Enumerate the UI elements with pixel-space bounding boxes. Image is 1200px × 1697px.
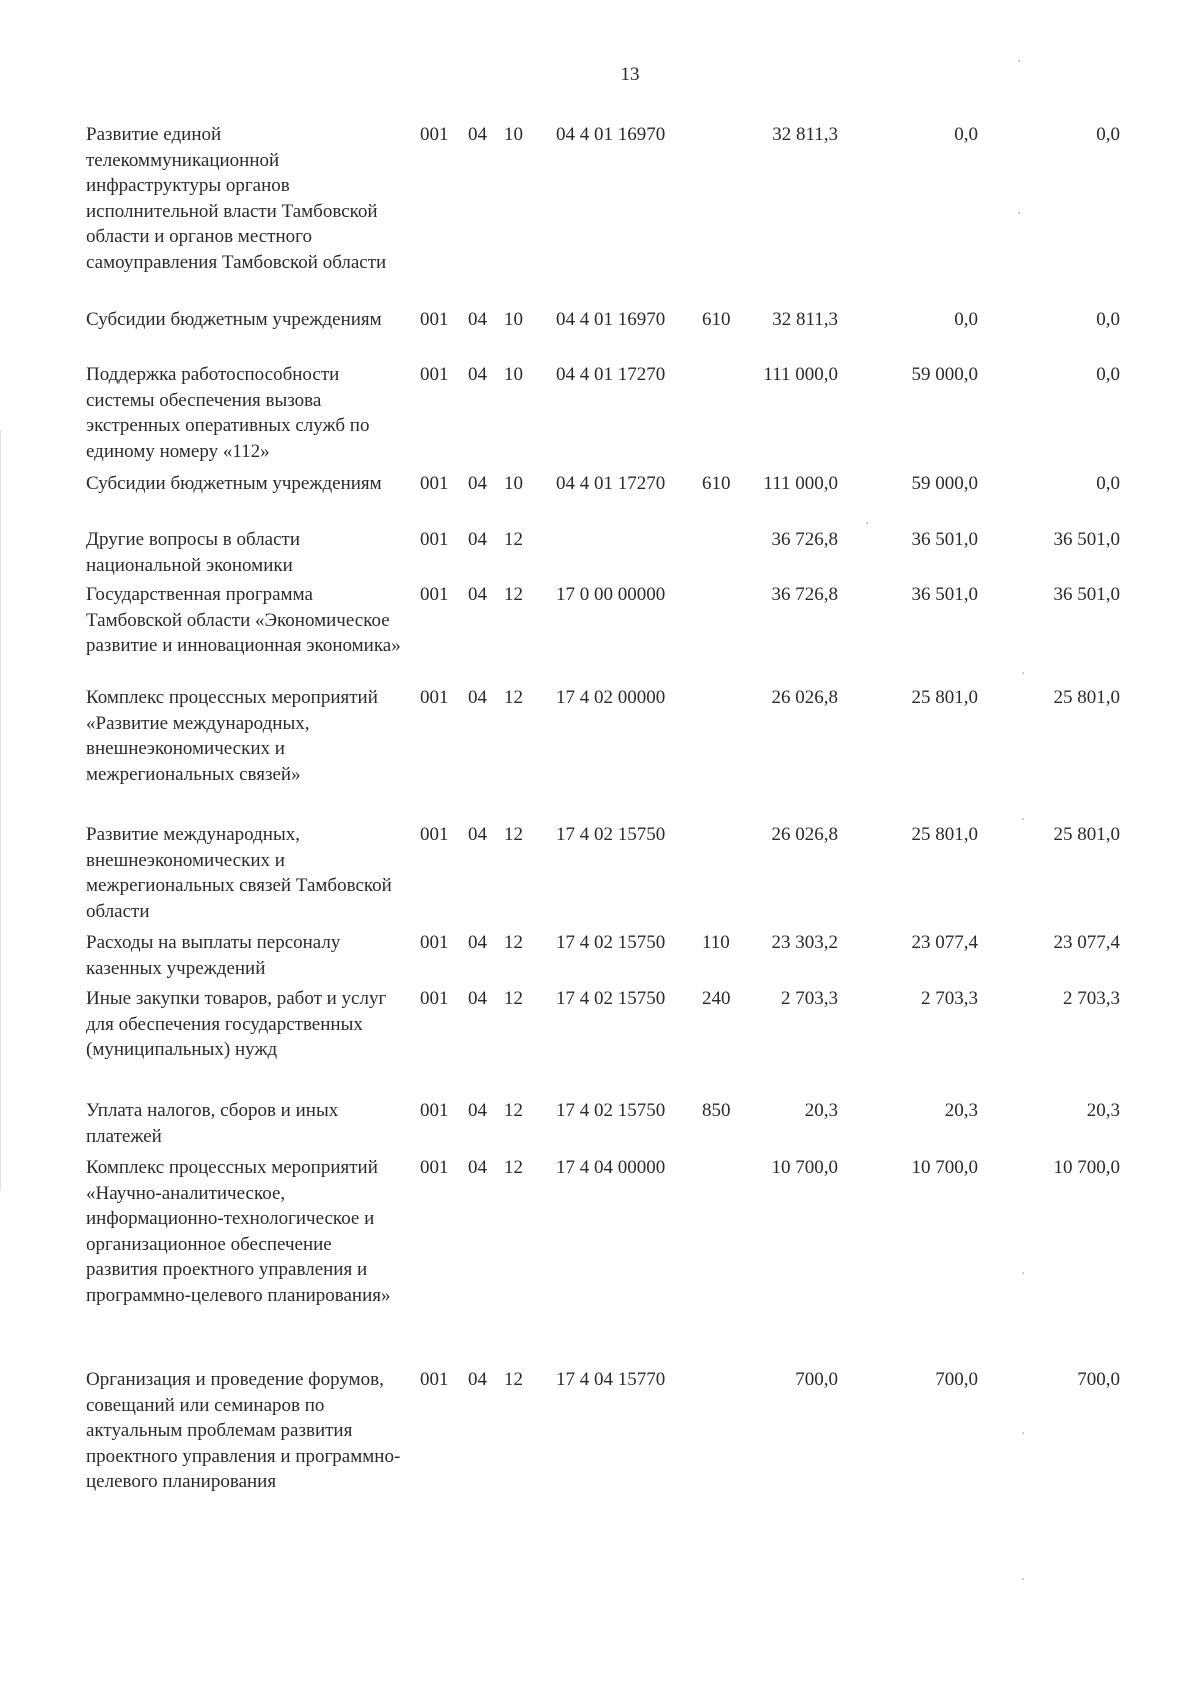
row-section-code: 04 <box>468 932 487 953</box>
row-target-article: 17 0 00 00000 <box>556 584 666 605</box>
row-target-article: 17 4 04 00000 <box>556 1157 666 1178</box>
row-target-article: 17 4 02 00000 <box>556 687 666 708</box>
row-sum-1: 26 026,8 <box>771 687 838 708</box>
row-sum-3: 25 801,0 <box>1053 824 1120 845</box>
row-target-article: 04 4 01 16970 <box>556 309 666 330</box>
row-name: Поддержка работоспособности системы обеспечения вызова экстренных оперативных служб по единому номеру «112» <box>86 364 370 462</box>
row-sum-2: 59 000,0 <box>911 364 978 385</box>
row-sum-3: 0,0 <box>1096 124 1120 145</box>
table-row <box>86 930 1166 986</box>
row-section-code: 04 <box>468 988 487 1009</box>
row-sum-1: 36 726,8 <box>771 584 838 605</box>
row-name: Уплата налогов, сборов и иных платежей <box>86 1100 339 1147</box>
row-sum-3: 10 700,0 <box>1053 1157 1120 1178</box>
table-row <box>86 362 1166 471</box>
row-target-article: 17 4 02 15750 <box>556 932 666 953</box>
row-target-article: 17 4 02 15750 <box>556 988 666 1009</box>
row-sum-1: 23 303,2 <box>771 932 838 953</box>
row-name: Иные закупки товаров, работ и услуг для обеспечения государственных (муниципальных) нужд <box>86 988 387 1060</box>
table-row <box>86 527 1166 582</box>
row-sum-3: 0,0 <box>1096 473 1120 494</box>
scan-speck <box>1018 60 1020 62</box>
row-sum-1: 32 811,3 <box>772 124 838 145</box>
row-ved-code: 001 <box>420 988 449 1009</box>
row-ved-code: 001 <box>420 529 449 550</box>
table-row <box>86 685 1166 822</box>
row-ved-code: 001 <box>420 1369 449 1390</box>
row-name: Другие вопросы в области национальной экономики <box>86 529 301 576</box>
table-row <box>86 582 1166 685</box>
row-subsection-code: 12 <box>504 1100 523 1121</box>
scan-speck <box>1022 818 1024 820</box>
row-ved-code: 001 <box>420 1100 449 1121</box>
row-section-code: 04 <box>468 1100 487 1121</box>
row-ved-code: 001 <box>420 932 449 953</box>
budget-table <box>86 122 1166 1557</box>
row-subsection-code: 10 <box>504 473 523 494</box>
row-ved-code: 001 <box>420 584 449 605</box>
row-ved-code: 001 <box>420 309 449 330</box>
row-subsection-code: 12 <box>504 824 523 845</box>
row-sum-3: 36 501,0 <box>1053 529 1120 550</box>
row-target-article: 17 4 02 15750 <box>556 1100 666 1121</box>
row-name: Комплекс процессных мероприятий «Развитие международных, внешнеэкономических и межрегиональных связей» <box>86 687 378 785</box>
row-subsection-code: 10 <box>504 364 523 385</box>
row-section-code: 04 <box>468 309 487 330</box>
row-sum-2: 0,0 <box>954 309 978 330</box>
row-section-code: 04 <box>468 1157 487 1178</box>
row-target-article: 17 4 04 15770 <box>556 1369 666 1390</box>
row-sum-2: 10 700,0 <box>911 1157 978 1178</box>
table-row <box>86 1367 1166 1557</box>
scan-edge-shadow <box>0 430 1 1190</box>
table-row <box>86 122 1166 307</box>
row-name: Субсидии бюджетным учреждениям <box>86 309 382 330</box>
row-sum-3: 0,0 <box>1096 309 1120 330</box>
row-section-code: 04 <box>468 1369 487 1390</box>
row-sum-2: 20,3 <box>944 1100 978 1121</box>
row-expense-type: 240 <box>702 988 731 1009</box>
row-sum-2: 2 703,3 <box>921 988 978 1009</box>
row-subsection-code: 12 <box>504 988 523 1009</box>
row-sum-2: 23 077,4 <box>911 932 978 953</box>
row-target-article: 17 4 02 15750 <box>556 824 666 845</box>
row-sum-2: 25 801,0 <box>911 824 978 845</box>
row-target-article: 04 4 01 16970 <box>556 124 666 145</box>
row-sum-2: 36 501,0 <box>911 584 978 605</box>
row-subsection-code: 12 <box>504 1369 523 1390</box>
row-section-code: 04 <box>468 529 487 550</box>
row-sum-3: 36 501,0 <box>1053 584 1120 605</box>
row-sum-3: 23 077,4 <box>1053 932 1120 953</box>
row-subsection-code: 12 <box>504 584 523 605</box>
row-expense-type: 110 <box>702 932 730 953</box>
row-sum-2: 25 801,0 <box>911 687 978 708</box>
row-ved-code: 001 <box>420 1157 449 1178</box>
row-name: Комплекс процессных мероприятий «Научно-аналитическое, информационно-технологическое и организационное обеспечение развития проектного управления и программно-целевого планирования» <box>86 1157 391 1306</box>
row-sum-3: 2 703,3 <box>1063 988 1120 1009</box>
table-row <box>86 822 1166 930</box>
row-name: Организация и проведение форумов, совещаний или семинаров по актуальным проблемам развития проектного управления и программно-целевого планирования <box>86 1369 401 1492</box>
row-section-code: 04 <box>468 364 487 385</box>
table-row <box>86 986 1166 1098</box>
row-name: Государственная программа Тамбовской области «Экономическое развитие и инновационная экономика» <box>86 584 401 656</box>
page-number: 13 <box>620 64 640 85</box>
scan-speck <box>1022 1432 1024 1434</box>
row-sum-2: 59 000,0 <box>911 473 978 494</box>
row-sum-1: 10 700,0 <box>771 1157 838 1178</box>
row-sum-3: 0,0 <box>1096 364 1120 385</box>
scan-speck <box>1022 1272 1024 1274</box>
row-sum-1: 111 000,0 <box>763 364 838 385</box>
table-row <box>86 307 1166 362</box>
row-subsection-code: 12 <box>504 932 523 953</box>
row-subsection-code: 12 <box>504 1157 523 1178</box>
scan-speck <box>866 522 868 524</box>
row-sum-1: 32 811,3 <box>772 309 838 330</box>
row-section-code: 04 <box>468 584 487 605</box>
row-subsection-code: 10 <box>504 309 523 330</box>
row-section-code: 04 <box>468 824 487 845</box>
row-section-code: 04 <box>468 687 487 708</box>
scan-speck <box>1018 212 1020 214</box>
row-sum-2: 0,0 <box>954 124 978 145</box>
row-section-code: 04 <box>468 473 487 494</box>
row-subsection-code: 12 <box>504 687 523 708</box>
row-sum-1: 26 026,8 <box>771 824 838 845</box>
row-name: Расходы на выплаты персоналу казенных учреждений <box>86 932 341 979</box>
row-sum-1: 36 726,8 <box>771 529 838 550</box>
row-ved-code: 001 <box>420 124 449 145</box>
row-section-code: 04 <box>468 124 487 145</box>
scan-speck <box>1022 1578 1024 1580</box>
table-row <box>86 471 1166 527</box>
row-sum-1: 111 000,0 <box>763 473 838 494</box>
row-expense-type: 850 <box>702 1100 731 1121</box>
table-row <box>86 1155 1166 1367</box>
row-expense-type: 610 <box>702 309 731 330</box>
row-expense-type: 610 <box>702 473 731 494</box>
row-target-article: 04 4 01 17270 <box>556 473 666 494</box>
row-sum-2: 700,0 <box>935 1369 978 1390</box>
scan-speck <box>1022 672 1024 674</box>
row-sum-1: 2 703,3 <box>781 988 838 1009</box>
row-ved-code: 001 <box>420 687 449 708</box>
row-sum-3: 700,0 <box>1077 1369 1120 1390</box>
row-sum-1: 700,0 <box>795 1369 838 1390</box>
row-name: Субсидии бюджетным учреждениям <box>86 473 382 494</box>
row-ved-code: 001 <box>420 824 449 845</box>
row-subsection-code: 10 <box>504 124 523 145</box>
row-target-article: 04 4 01 17270 <box>556 364 666 385</box>
row-sum-3: 25 801,0 <box>1053 687 1120 708</box>
row-sum-2: 36 501,0 <box>911 529 978 550</box>
row-subsection-code: 12 <box>504 529 523 550</box>
row-name: Развитие международных, внешнеэкономических и межрегиональных связей Тамбовской области <box>86 824 392 922</box>
row-sum-1: 20,3 <box>804 1100 838 1121</box>
table-row <box>86 1098 1166 1155</box>
row-ved-code: 001 <box>420 473 449 494</box>
row-ved-code: 001 <box>420 364 449 385</box>
row-sum-3: 20,3 <box>1086 1100 1120 1121</box>
row-name: Развитие единой телекоммуникационной инфраструктуры органов исполнительной власти Тамбовской области и органов местного самоуправления Тамбовской области <box>86 124 387 273</box>
